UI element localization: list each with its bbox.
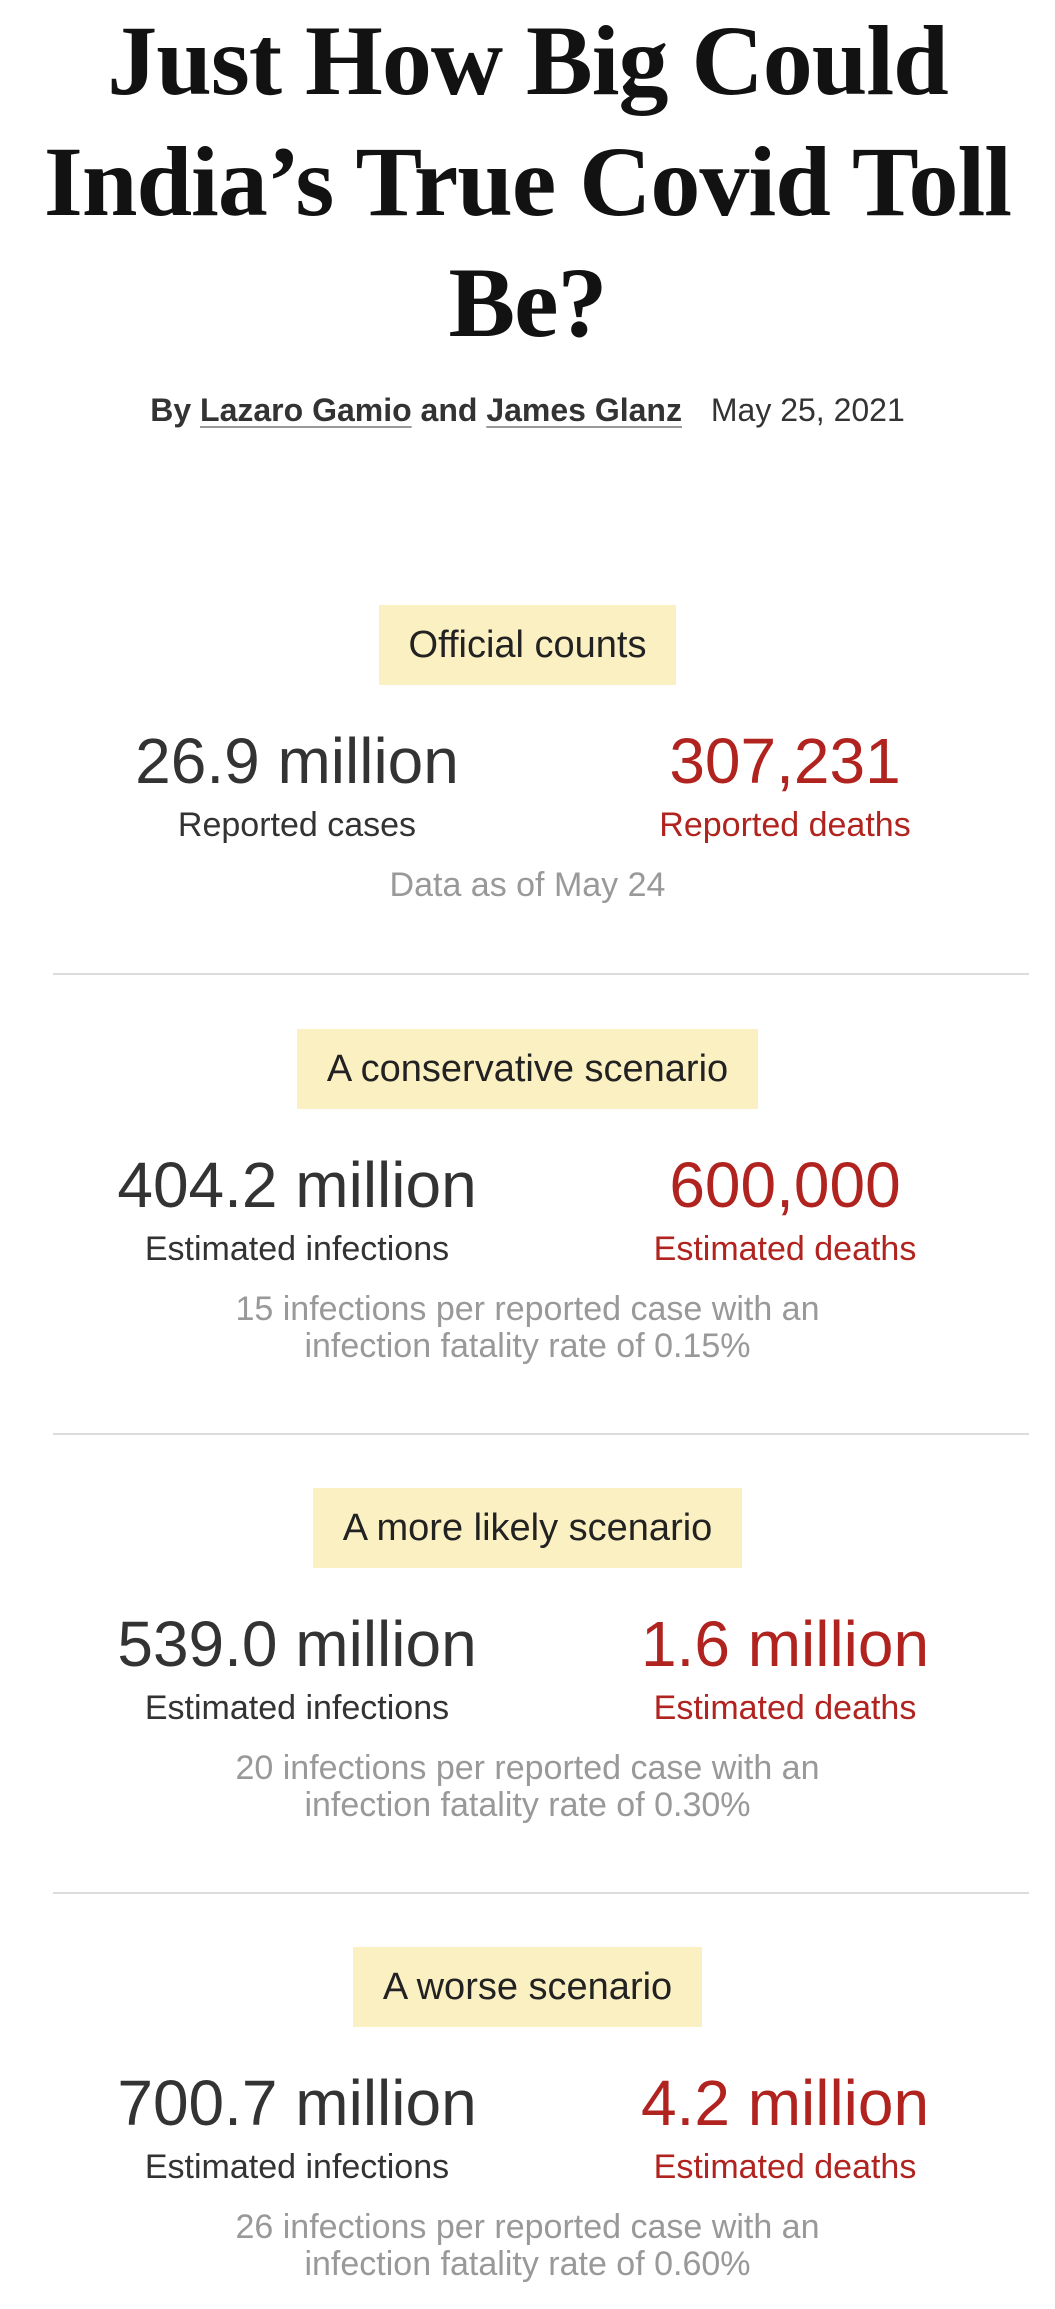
divider (53, 1892, 1029, 1894)
reported-cases-stat (47, 723, 547, 845)
stat-caption: Reported cases (177, 806, 417, 844)
stat-value: 1.6 million (640, 1608, 930, 1680)
stat-caption: Estimated infections (144, 1689, 450, 1727)
section-note: 26 infections per reported case with an infection fatality rate of 0.60% (235, 2208, 820, 2283)
worse-scenario-section (0, 1947, 1055, 2283)
section-label: A more likely scenario (313, 1488, 743, 1568)
divider (53, 973, 1029, 975)
stat-caption: Reported deaths (659, 806, 911, 844)
stat-caption: Estimated deaths (653, 1689, 917, 1727)
stat-value: 700.7 million (117, 2067, 477, 2139)
section-label: Official counts (379, 605, 677, 685)
estimated-deaths-stat (535, 1147, 1035, 1269)
stat-caption: Estimated deaths (653, 2148, 917, 2186)
official-counts-section (0, 605, 1055, 904)
stat-value: 26.9 million (135, 725, 459, 797)
estimated-infections-stat (47, 1147, 547, 1269)
section-label: A conservative scenario (297, 1029, 758, 1109)
stat-caption: Estimated deaths (653, 1230, 917, 1268)
stat-value: 539.0 million (117, 1608, 477, 1680)
stat-caption: Estimated infections (144, 2148, 450, 2186)
byline-and: and (420, 392, 478, 428)
estimated-infections-stat (47, 1606, 547, 1728)
stat-caption: Estimated infections (144, 1230, 450, 1268)
section-label: A worse scenario (353, 1947, 702, 2027)
section-note: 20 infections per reported case with an infection fatality rate of 0.30% (235, 1749, 820, 1824)
section-note: Data as of May 24 (389, 866, 666, 904)
conservative-scenario-section (0, 1029, 1055, 1365)
reported-deaths-stat (535, 723, 1035, 845)
divider (53, 1433, 1029, 1435)
more-likely-scenario-section (0, 1488, 1055, 1824)
byline (0, 390, 1055, 430)
estimated-infections-stat (47, 2065, 547, 2187)
section-note: 15 infections per reported case with an infection fatality rate of 0.15% (235, 1290, 820, 1365)
stat-value: 4.2 million (640, 2067, 930, 2139)
author-link-james-glanz[interactable]: James Glanz (486, 392, 682, 428)
byline-by: By (150, 392, 192, 428)
stat-value: 600,000 (669, 1149, 901, 1221)
publish-date: May 25, 2021 (710, 392, 905, 428)
headline: Just How Big Could India’s True Covid Toll Be? (43, 5, 1012, 358)
stat-value: 404.2 million (117, 1149, 477, 1221)
estimated-deaths-stat (535, 2065, 1035, 2187)
estimated-deaths-stat (535, 1606, 1035, 1728)
stat-value: 307,231 (669, 725, 901, 797)
author-link-lazaro-gamio[interactable]: Lazaro Gamio (200, 392, 412, 428)
